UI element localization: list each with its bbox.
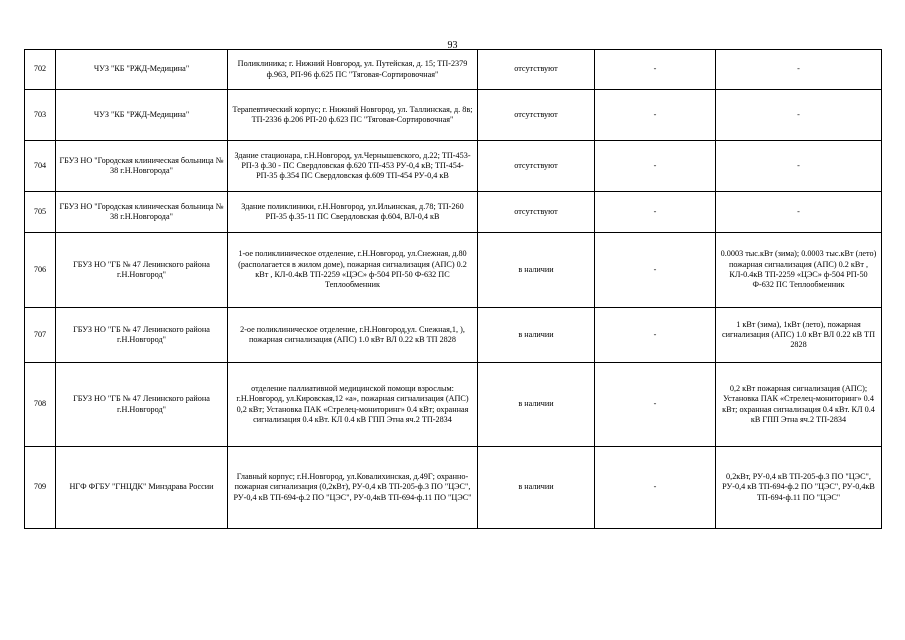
- table-row: [25, 363, 882, 447]
- table-row: [25, 447, 882, 529]
- column-5-value: -: [595, 192, 716, 233]
- organization-name: ЧУЗ "КБ "РЖД-Медицина": [56, 90, 228, 141]
- organization-name: ГБУЗ НО "ГБ № 47 Ленинского района г.Н.Новгород": [56, 308, 228, 363]
- column-6-value: 1 кВт (зима), 1кВт (лето), пожарная сигнализация (АПС) 1.0 кВт ВЛ 0.22 кВ ТП 2828: [716, 308, 882, 363]
- column-6-value: -: [716, 90, 882, 141]
- page-number: 93: [447, 40, 458, 51]
- column-5-value: -: [595, 233, 716, 308]
- facility-address: 2-ое поликлиническое отделение, г.Н.Новгород,ул. Снежная,1, ), пожарная сигнализация (АПС) 1.0 кВт ВЛ 0.22 кВ ТП 2828: [228, 308, 478, 363]
- availability-status: в наличии: [478, 233, 595, 308]
- row-number: 708: [25, 363, 56, 447]
- availability-status: в наличии: [478, 447, 595, 529]
- row-number: 709: [25, 447, 56, 529]
- column-6-value: 0.0003 тыс.кВт (зима); 0.0003 тыс.кВт (лето) пожарная сигнализация (АПС) 0.2 кВт , КЛ-0.4кВ ТП-2259 «ЦЭС» ф-504 РП-50 Ф-632 ПС Теплообменник: [716, 233, 882, 308]
- facility-address: Поликлиника; г. Нижний Новгород, ул. Путейская, д. 15; ТП-2379 ф.963, РП-96 ф.625 ПС "Тяговая-Сортировочная": [228, 50, 478, 90]
- column-6-value: 0,2кВт, РУ-0,4 кВ ТП-205-ф.3 ПО "ЦЭС", РУ-0,4 кВ ТП-694-ф.2 ПО "ЦЭС", РУ-0,4кВ ТП-694-ф.11 ПО "ЦЭС": [716, 447, 882, 529]
- organization-name: ГБУЗ НО "ГБ № 47 Ленинского района г.Н.Новгород": [56, 363, 228, 447]
- facility-address: Главный корпус; г.Н.Новгород, ул.Ковалихинская, д.49Г; охранно-пожарная сигнализация (0,2кВт), РУ-0,4 кВ ТП-205-ф.3 ПО "ЦЭС", РУ-0,4 кВ ТП-694-ф.2 ПО "ЦЭС", РУ-0,4кВ ТП-694-ф.11 ПО "ЦЭС": [228, 447, 478, 529]
- column-5-value: -: [595, 50, 716, 90]
- column-5-value: -: [595, 308, 716, 363]
- facility-address: 1-ое поликлиническое отделение, г.Н.Новгород, ул.Снежная, д.80 (располагается в жилом доме), пожарная сигнализация (АПС) 0.2 кВт , КЛ-0.4кВ ТП-2259 «ЦЭС» ф-504 РП-50 Ф-632 ПС Теплообменник: [228, 233, 478, 308]
- column-5-value: -: [595, 90, 716, 141]
- facility-address: отделение паллиативной медицинской помощи взрослым: г.Н.Новгород, ул.Кировская,12 «а», пожарная сигнализация (АПС) 0,2 кВт; Установка ПАК «Стрелец-мониторинг» 0.4 кВт; охранная сигнализация 0.4 кВт. КЛ 0.4 кВ ГПП Этна яч.2 ТП-2834: [228, 363, 478, 447]
- table-row: [25, 141, 882, 192]
- organization-name: ГБУЗ НО "Городская клиническая больница № 38 г.Н.Новгорода": [56, 192, 228, 233]
- column-6-value: 0,2 кВт пожарная сигнализация (АПС); Установка ПАК «Стрелец-мониторинг» 0.4 кВт; охранная сигнализация 0.4 кВт. КЛ 0.4 кВ ГПП Этна яч.2 ТП-2834: [716, 363, 882, 447]
- organization-name: ЧУЗ "КБ "РЖД-Медицина": [56, 50, 228, 90]
- availability-status: отсутствуют: [478, 141, 595, 192]
- row-number: 703: [25, 90, 56, 141]
- table-row: [25, 90, 882, 141]
- row-number: 702: [25, 50, 56, 90]
- availability-status: отсутствуют: [478, 50, 595, 90]
- organization-name: НГФ ФГБУ "ГНЦДК" Минздрава России: [56, 447, 228, 529]
- table-row: [25, 308, 882, 363]
- organization-name: ГБУЗ НО "ГБ № 47 Ленинского района г.Н.Новгород": [56, 233, 228, 308]
- row-number: 704: [25, 141, 56, 192]
- table-row: [25, 233, 882, 308]
- availability-status: в наличии: [478, 363, 595, 447]
- table-row: [25, 192, 882, 233]
- facility-address: Здание стационара, г.Н.Новгород, ул.Чернышевского, д.22; ТП-453-РП-3 ф.30 - ПС Свердловская ф.620 ТП-453 РУ-0,4 кВ; ТП-454-РП-35 ф.354 ПС Свердловская ф.609 ТП-454 РУ-0,4 кВ: [228, 141, 478, 192]
- availability-status: отсутствуют: [478, 192, 595, 233]
- facilities-table: [24, 49, 882, 529]
- facility-address: Терапевтический корпус; г. Нижний Новгород, ул. Таллинская, д. 8в; ТП-2336 ф.206 РП-20 ф.623 ПС "Тяговая-Сортировочная": [228, 90, 478, 141]
- column-5-value: -: [595, 447, 716, 529]
- availability-status: в наличии: [478, 308, 595, 363]
- row-number: 707: [25, 308, 56, 363]
- availability-status: отсутствуют: [478, 90, 595, 141]
- column-5-value: -: [595, 141, 716, 192]
- table-row: [25, 50, 882, 90]
- column-6-value: -: [716, 50, 882, 90]
- column-5-value: -: [595, 363, 716, 447]
- row-number: 706: [25, 233, 56, 308]
- row-number: 705: [25, 192, 56, 233]
- facility-address: Здание поликлиники, г.Н.Новгород, ул.Ильинская, д.78; ТП-260 РП-35 ф.35-11 ПС Свердловская ф.604, ВЛ-0,4 кВ: [228, 192, 478, 233]
- organization-name: ГБУЗ НО "Городская клиническая больница № 38 г.Н.Новгорода": [56, 141, 228, 192]
- column-6-value: -: [716, 141, 882, 192]
- column-6-value: -: [716, 192, 882, 233]
